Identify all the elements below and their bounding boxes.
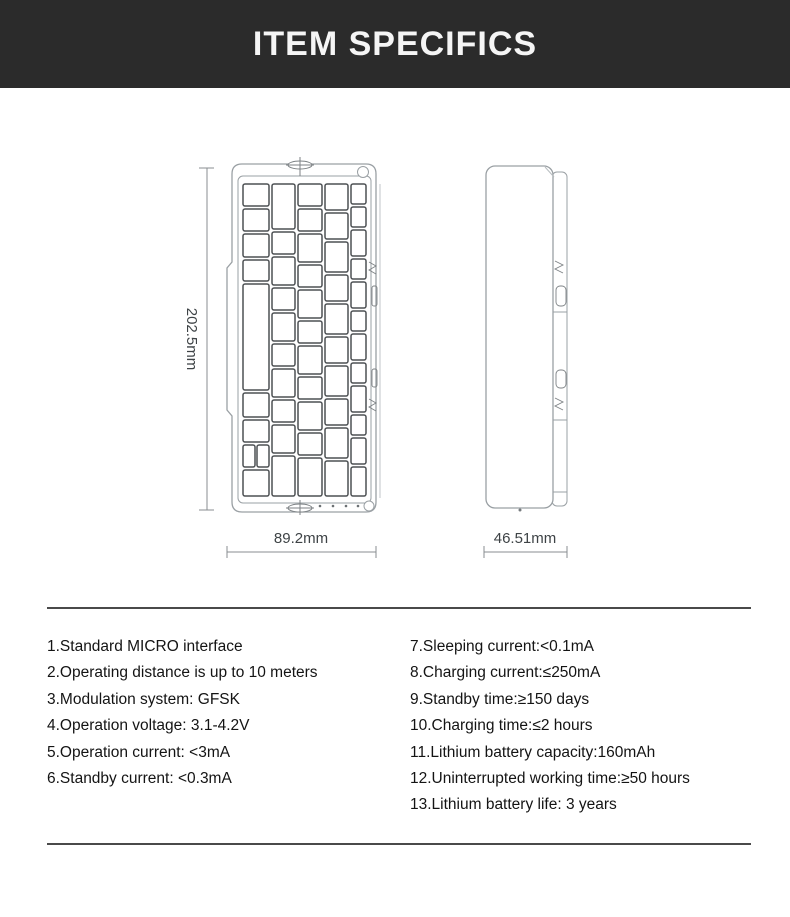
spec-item: 11.Lithium battery capacity:160mAh [410, 743, 656, 761]
spec-item: 1.Standard MICRO interface [47, 638, 243, 655]
side-width-dimension-label: 46.51mm [493, 530, 557, 547]
spec-list-right [410, 634, 780, 819]
bottom-divider [47, 843, 751, 845]
spec-item: 8.Charging current:≤250mA [410, 664, 601, 682]
side-bottom-dot [519, 509, 522, 512]
key-grid [243, 184, 366, 496]
keyboard-front-view [227, 157, 380, 515]
bottom-right-screw [364, 501, 374, 511]
spec-item: 2.Operating distance is up to 10 meters [47, 664, 318, 682]
spec-item: 10.Charging time:≤2 hours [410, 717, 593, 735]
page-title: ITEM SPECIFICS [252, 24, 538, 63]
top-right-screw [358, 167, 369, 178]
keyboard-side-view [486, 166, 567, 512]
spec-item: 9.Standby time:≥150 days [410, 690, 590, 708]
width-dimension-label: 89.2mm [273, 530, 329, 547]
spec-item: 3.Modulation system: GFSK [47, 690, 240, 708]
top-divider [47, 607, 751, 609]
spec-item: 4.Operation voltage: 3.1-4.2V [47, 717, 250, 735]
spec-item: 7.Sleeping current:<0.1mA [410, 638, 594, 655]
spec-item: 6.Standby current: <0.3mA [47, 770, 232, 788]
height-dimension-label: 202.5mm [183, 307, 201, 371]
spec-item: 13.Lithium battery life: 3 years [410, 796, 617, 814]
spec-list-left [47, 634, 397, 792]
spec-item: 12.Uninterrupted working time:≥50 hours [410, 770, 690, 788]
spec-item: 5.Operation current: <3mA [47, 743, 231, 761]
